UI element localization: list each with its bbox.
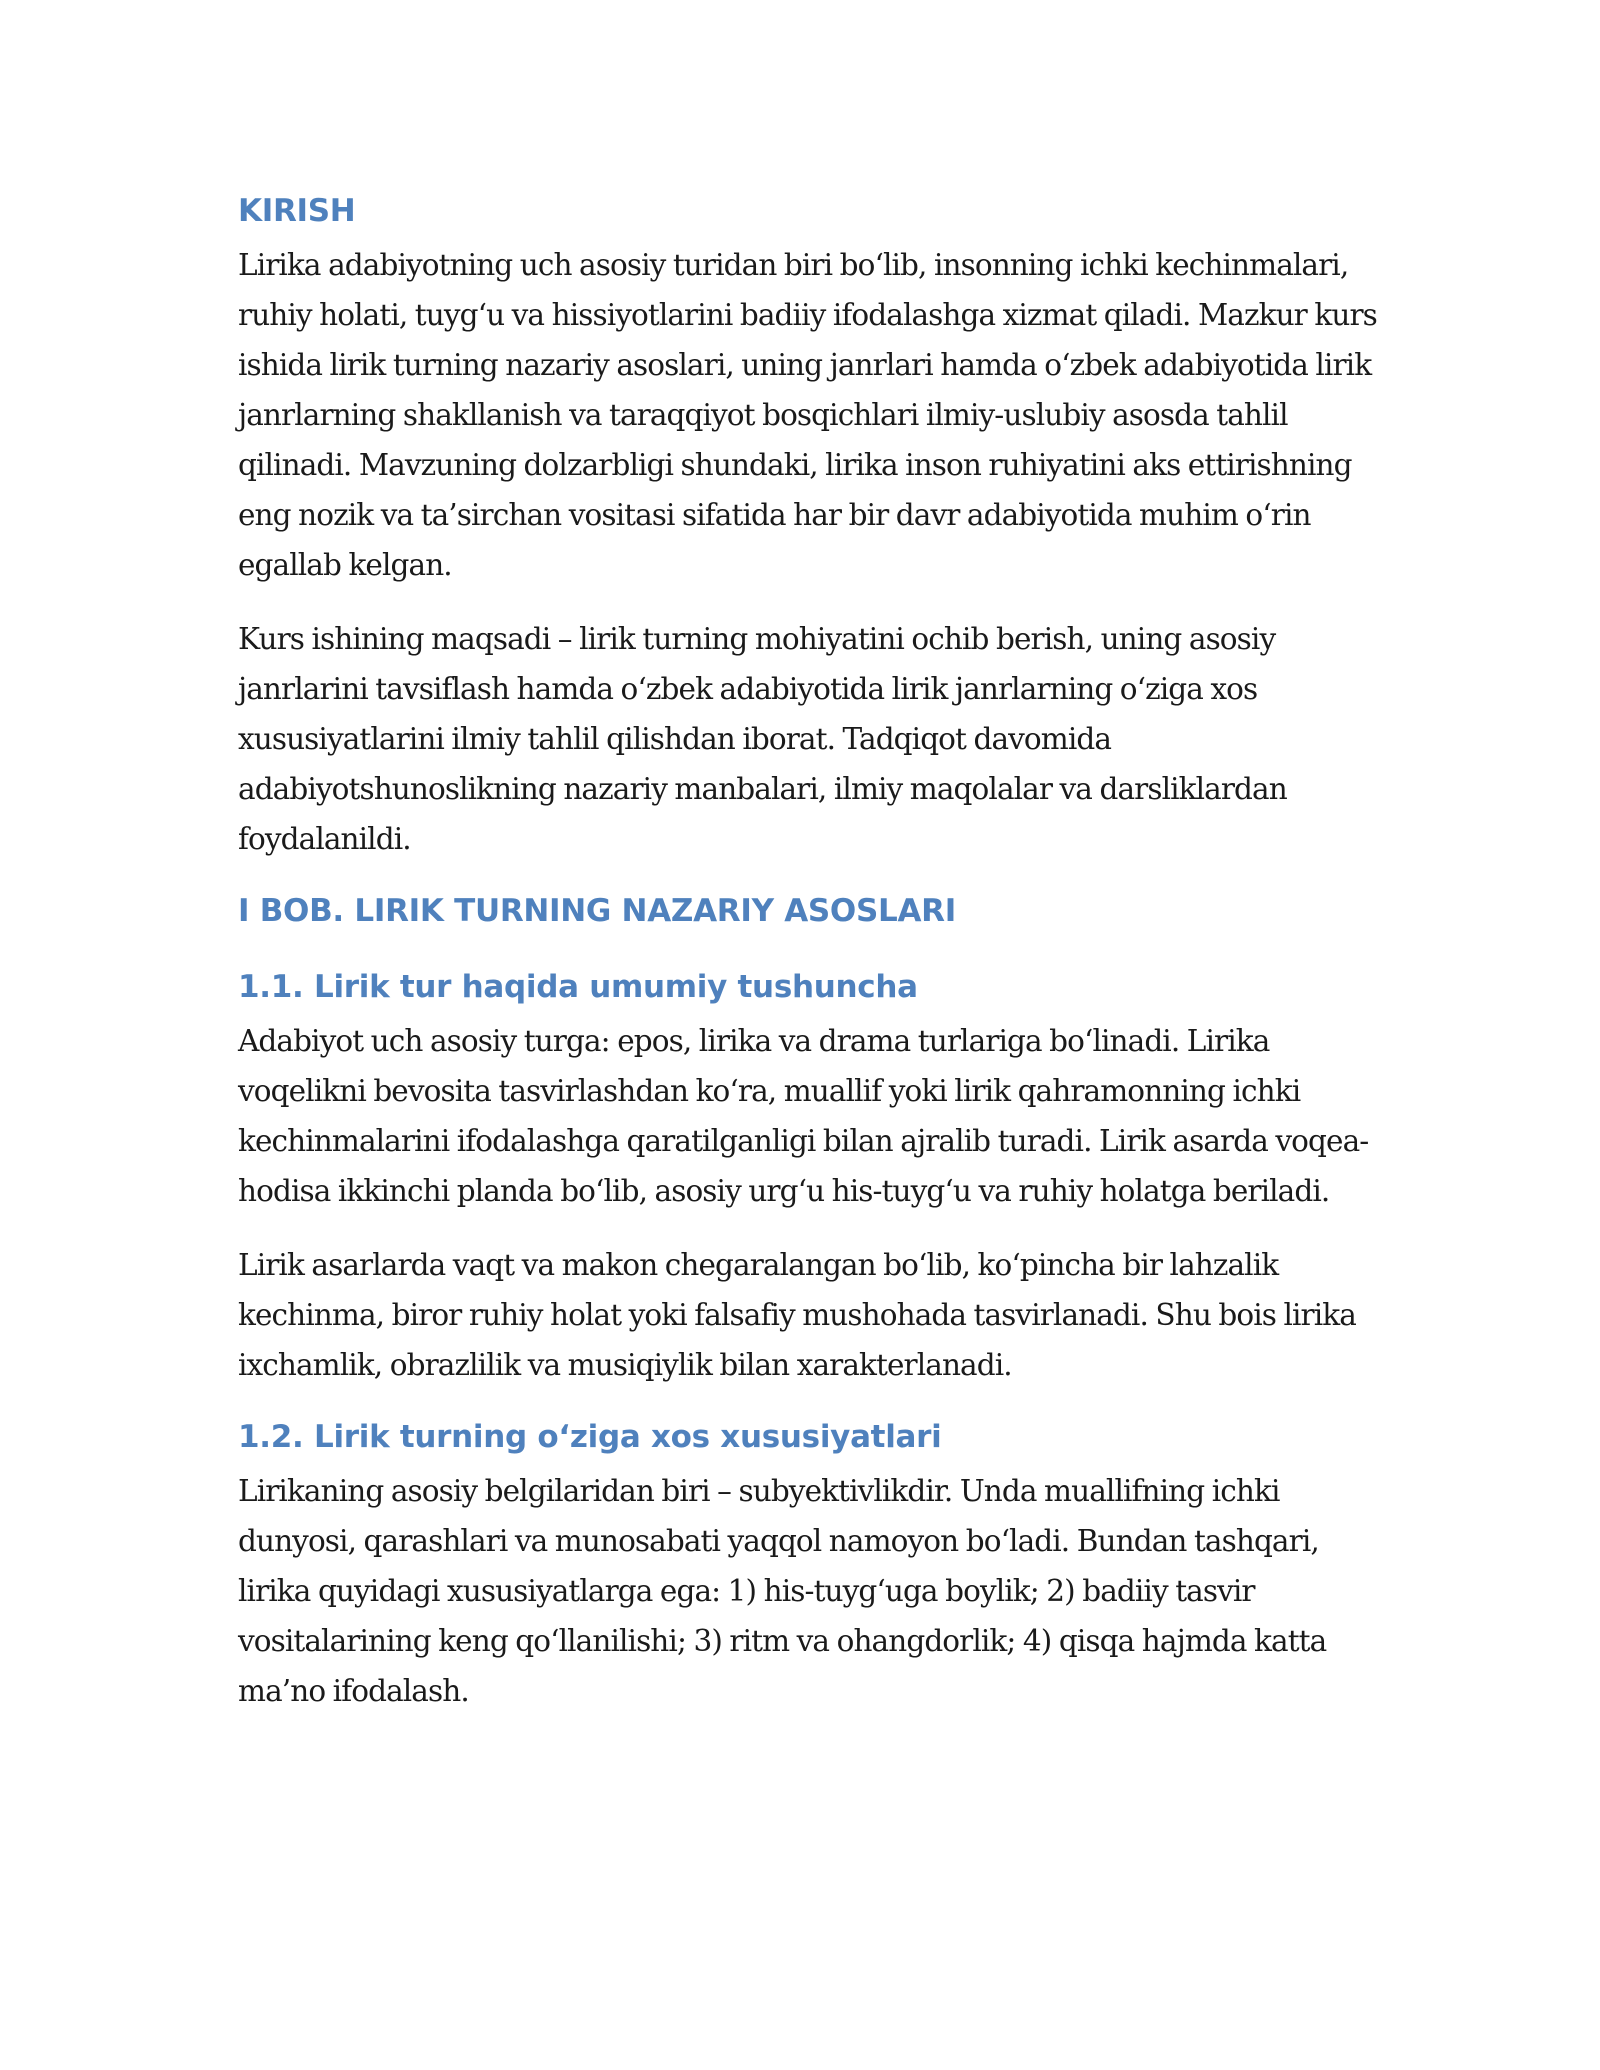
section-paragraph: Lirik asarlarda vaqt va makon chegaralangan bo‘lib, ko‘pincha bir lahzalik kechinma, biror ruhiy holat yoki falsafiy mushohada tasvirlanadi. Shu bois lirika ixchamlik, obrazlilik va musiqiylik bilan xarakterlanadi. (238, 1248, 1356, 1382)
intro-heading: KIRISH (238, 193, 356, 229)
chapter-heading: I BOB. LIRIK TURNING NAZARIY ASOSLARI (238, 893, 956, 929)
section-paragraph: Lirikaning asosiy belgilaridan biri – subyektivlikdir. Unda muallifning ichki dunyosi, qarashlari va munosabati yaqqol namoyon bo‘ladi. Bundan tashqari, lirika quyidagi xususiyatlarga ega: 1) his-tuyg‘uga boylik; 2) badiiy tasvir vositalarining keng qo‘llanilishi; 3) ritm va ohangdorlik; 4) qisqa hajmda katta ma’no ifodalash. (238, 1474, 1327, 1708)
intro-paragraph: Lirika adabiyotning uch asosiy turidan biri bo‘lib, insonning ichki kechinmalari, ruhiy holati, tuyg‘u va hissiyotlarini badiiy ifodalashga xizmat qiladi. Mazkur kurs ishida lirik turning nazariy asoslari, uning janrlari hamda o‘zbek adabiyotida lirik janrlarning shakllanish va taraqqiyot bosqichlari ilmiy-uslubiy asosda tahlil qilinadi. Mavzuning dolzarbligi shundaki, lirika inson ruhiyatini aks ettirishning eng nozik va ta’sirchan vositasi sifatida har bir davr adabiyotida muhim o‘rin egallab kelgan. (238, 248, 1377, 582)
section-heading: 1.1. Lirik tur haqida umumiy tushuncha (238, 969, 918, 1005)
document-body (238, 188, 1388, 1740)
section-paragraph: Adabiyot uch asosiy turga: epos, lirika va drama turlariga bo‘linadi. Lirika voqelikni bevosita tasvirlashdan ko‘ra, muallif yoki lirik qahramonning ichki kechinmalarini ifodalashga qaratilganligi bilan ajralib turadi. Lirik asarda voqea-hodisa ikkinchi planda bo‘lib, asosiy urg‘u his-tuyg‘u va ruhiy holatga beriladi. (238, 1024, 1369, 1208)
intro-paragraph: Kurs ishining maqsadi – lirik turning mohiyatini ochib berish, uning asosiy janrlarini tavsiflash hamda o‘zbek adabiyotida lirik janrlarning o‘ziga xos xususiyatlarini ilmiy tahlil qilishdan iborat. Tadqiqot davomida adabiyotshunoslikning nazariy manbalari, ilmiy maqolalar va darsliklardan foydalanildi. (238, 622, 1287, 856)
section-heading: 1.2. Lirik turning o‘ziga xos xususiyatlari (238, 1419, 942, 1455)
